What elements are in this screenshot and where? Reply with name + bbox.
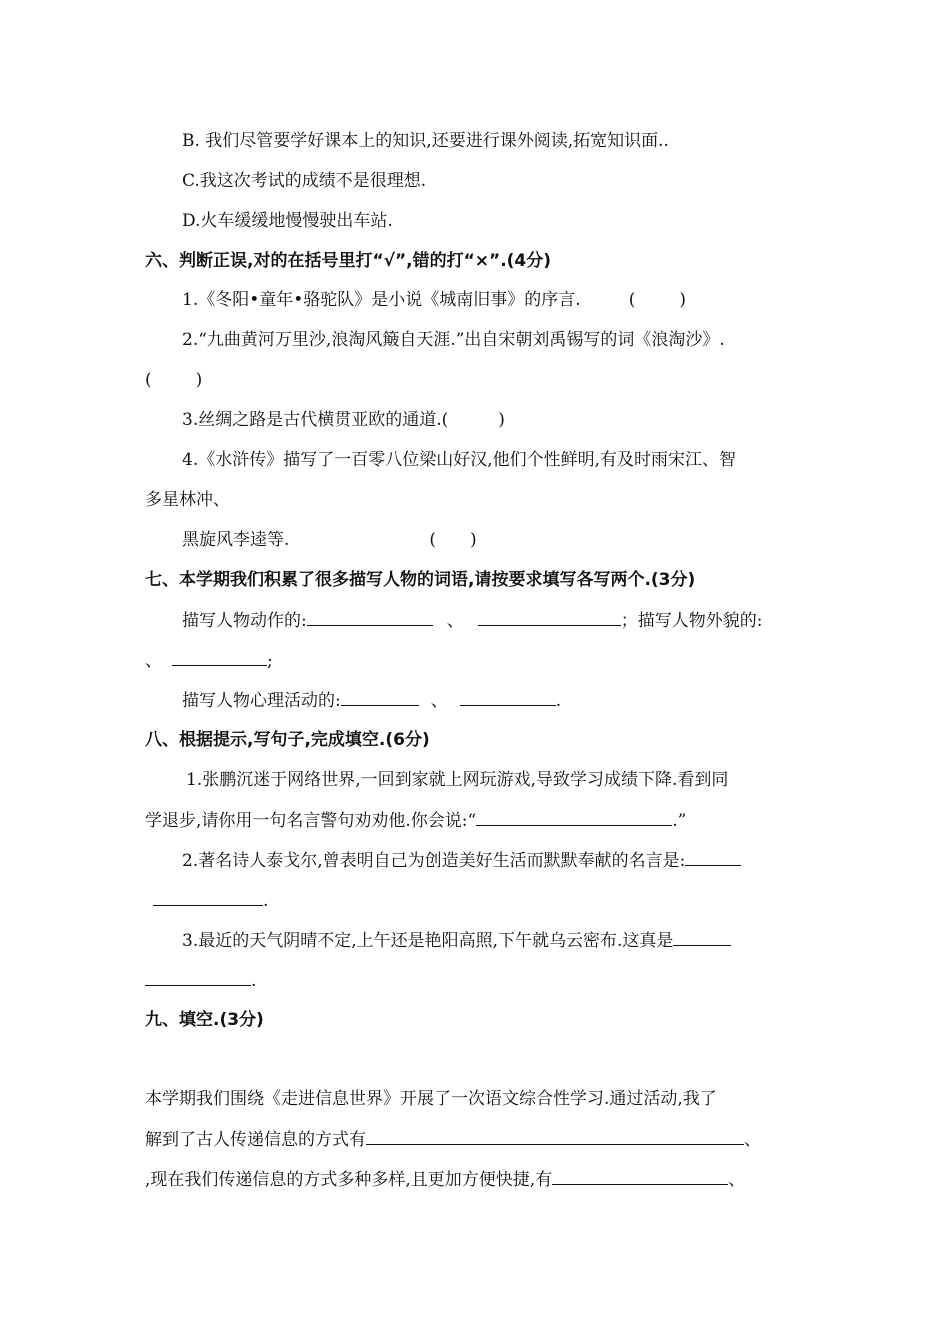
fill-para-line-3 <box>145 1168 745 1191</box>
judge-item-2-paren <box>145 369 202 391</box>
sentence-item-3-text: 3.最近的天气阴晴不定,上午还是艳阳高照,下午就乌云密布.这真是 <box>182 931 674 951</box>
action-blank-2[interactable] <box>478 609 621 626</box>
fill-para-line-3-text: ,现在我们传递信息的方式多种多样,且更加方便快捷,有 <box>145 1170 553 1190</box>
judge-item-4-line-2: 多星林冲、 <box>145 490 230 510</box>
describe-row-2 <box>145 649 273 672</box>
sentence-item-1-text: 学退步,请你用一句名言警句劝劝他.你会说:“ <box>145 811 477 831</box>
judge-item-1 <box>182 289 686 311</box>
sentence-item-3-blank-2[interactable] <box>145 969 251 986</box>
judge-item-4-paren-open: ( <box>429 530 437 550</box>
sentence-item-2-period: . <box>263 891 269 911</box>
mind-separator: 、 <box>430 691 448 711</box>
option-d: D.火车缓缓地慢慢驶出车站. <box>182 211 393 231</box>
sentence-item-2-line-2 <box>153 889 268 912</box>
fill-para-line-2-text: 解到了古人传递信息的方式有 <box>145 1130 366 1150</box>
option-c: C.我这次考试的成绩不是很理想. <box>182 171 427 191</box>
fill-para-line-3-end: 、 <box>728 1170 746 1190</box>
sentence-item-2-blank-2[interactable] <box>153 889 263 906</box>
appearance-semicolon: ; <box>267 651 273 671</box>
sentence-item-3-period: . <box>251 971 257 991</box>
judge-item-2-paren-open: ( <box>145 370 152 390</box>
ancient-methods-blank[interactable] <box>366 1128 744 1145</box>
action-separator: 、 <box>446 611 464 631</box>
judge-item-4-text: 黑旋风李逵等. <box>182 530 290 550</box>
judge-item-4-paren-close: ) <box>470 530 477 550</box>
fill-para-line-2 <box>145 1128 761 1151</box>
section-8-heading: 八、根据提示,写句子,完成填空.(6分) <box>145 730 430 750</box>
judge-item-3-paren-open: ( <box>441 410 449 430</box>
judge-item-4-line-1: 4.《水浒传》描写了一百零八位梁山好汉,他们个性鲜明,有及时雨宋江、智 <box>182 450 737 470</box>
fill-para-line-1: 本学期我们围绕《走进信息世界》开展了一次语文综合性学习.通过活动,我了 <box>145 1089 717 1109</box>
option-b: B. 我们尽管要学好课本上的知识,还要进行课外阅读,拓宽知识面.. <box>182 131 669 151</box>
judge-item-3-text: 3.丝绸之路是古代横贯亚欧的通道. <box>182 410 442 430</box>
judge-item-2-line-1: 2.“九曲黄河万里沙,浪淘风簸自天涯.”出自宋朝刘禹锡写的词《浪淘沙》. <box>182 330 725 350</box>
sentence-item-2-blank-1[interactable] <box>685 849 741 866</box>
sentence-item-2-line-1 <box>182 849 741 872</box>
mind-period: . <box>555 691 562 711</box>
sentence-item-3-line-2 <box>145 969 256 992</box>
appearance-label: ；描写人物外貌的: <box>620 611 763 631</box>
sentence-item-2-text: 2.著名诗人泰戈尔,曾表明自己为创造美好生活而默默奉献的名言是: <box>182 851 686 871</box>
section-7-heading: 七、本学期我们积累了很多描写人物的词语,请按要求填写各写两个.(3分) <box>145 570 696 590</box>
sentence-item-1-blank[interactable] <box>476 809 672 826</box>
judge-item-1-paren-open: ( <box>628 290 636 310</box>
judge-item-1-paren-close: ) <box>679 290 686 310</box>
describe-row-1 <box>182 609 762 632</box>
action-blank-1[interactable] <box>307 609 433 626</box>
describe-row-3 <box>182 689 561 712</box>
judge-item-1-text: 1.《冬阳•童年•骆驼队》是小说《城南旧事》的序言. <box>182 290 581 310</box>
judge-item-3 <box>182 409 505 431</box>
modern-methods-blank[interactable] <box>552 1168 728 1185</box>
sentence-item-1-line-1: 1.张鹏沉迷于网络世界,一回到家就上网玩游戏,导致学习成绩下降.看到同 <box>186 770 729 790</box>
sentence-item-3-blank-1[interactable] <box>673 929 731 946</box>
mind-blank-2[interactable] <box>460 689 556 706</box>
judge-item-3-paren-close: ) <box>498 410 505 430</box>
sentence-item-1-line-2 <box>145 809 686 832</box>
action-label: 描写人物动作的: <box>182 611 307 631</box>
mind-blank-1[interactable] <box>341 689 419 706</box>
appearance-separator: 、 <box>145 651 162 671</box>
appearance-blank-2[interactable] <box>172 649 267 666</box>
judge-item-2-paren-close: ) <box>195 370 203 390</box>
sentence-item-3-line-1 <box>182 929 731 952</box>
section-9-heading: 九、填空.(3分) <box>145 1010 264 1030</box>
judge-item-4-line-3 <box>182 529 477 551</box>
mind-label: 描写人物心理活动的: <box>182 691 341 711</box>
section-6-heading: 六、判断正误,对的在括号里打“√”,错的打“×”.(4分) <box>145 251 552 271</box>
sentence-item-1-end: .” <box>672 811 687 831</box>
fill-para-line-2-end: 、 <box>744 1130 761 1150</box>
